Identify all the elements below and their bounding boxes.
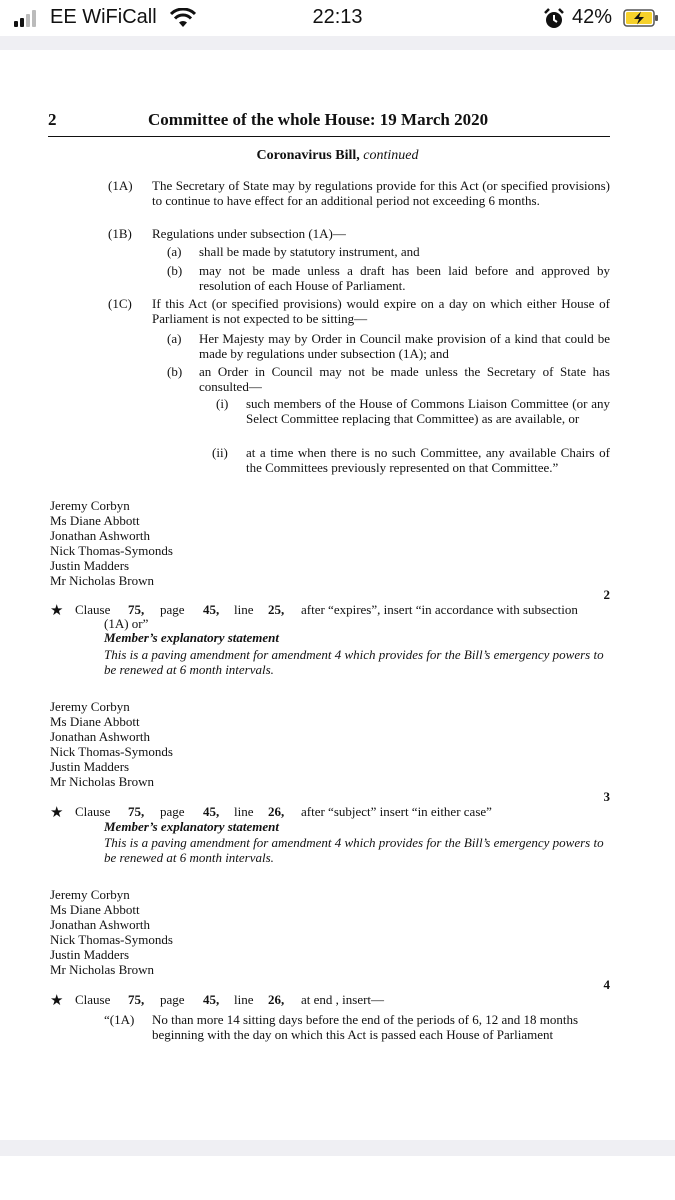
line-ref: 26, <box>268 992 285 1007</box>
amendment-instruction: (1A) or” <box>104 616 149 631</box>
page-word: page <box>160 602 185 617</box>
provision-label: (1B) <box>108 226 132 241</box>
page-header-title: Committee of the whole House: 19 March 2020 <box>148 110 489 129</box>
paragraph-text: an Order in Council may not be made unless the Secretary of State has consulted— <box>199 364 610 394</box>
clock: 22:13 <box>312 6 363 28</box>
amendment-number: 3 <box>603 789 610 804</box>
paragraph-label: (b) <box>167 263 183 278</box>
explanatory-statement: be renewed at 6 month intervals. <box>104 850 274 865</box>
amendment-number: 2 <box>603 587 610 602</box>
carrier-name: EE WiFiCall <box>50 6 157 28</box>
clause-word: Clause <box>75 992 111 1007</box>
star-icon: ★ <box>50 603 64 619</box>
document-page[interactable] <box>0 50 675 1140</box>
clause-number: 75, <box>128 804 145 819</box>
explanatory-heading: Member’s explanatory statement <box>104 819 280 834</box>
page-word: page <box>160 992 185 1007</box>
page-word: page <box>160 804 185 819</box>
line-word: line <box>234 992 254 1007</box>
sponsor-name: Mr Nicholas Brown <box>50 962 154 977</box>
sponsor-name: Ms Diane Abbott <box>50 902 140 917</box>
explanatory-heading: Member’s explanatory statement <box>104 630 280 645</box>
sponsor-name: Jonathan Ashworth <box>50 528 151 543</box>
new-subsection-text: beginning with the day on which this Act is passed each House of Parliament <box>152 1027 554 1042</box>
bill-name: Coronavirus Bill, <box>256 148 360 163</box>
new-subsection-label: “(1A) <box>104 1012 135 1027</box>
clause-number: 75, <box>128 992 145 1007</box>
clause-word: Clause <box>75 804 111 819</box>
line-word: line <box>234 804 254 819</box>
star-icon: ★ <box>50 805 64 821</box>
paragraph-label: (a) <box>167 244 182 259</box>
subparagraph-label: (ii) <box>212 445 228 460</box>
sponsor-list <box>50 498 173 588</box>
line-ref: 26, <box>268 804 285 819</box>
amendment-instruction: after “subject” insert “in either case” <box>301 804 492 819</box>
battery-charging-icon <box>623 9 659 27</box>
sponsor-name: Jonathan Ashworth <box>50 729 151 744</box>
subparagraph-label: (i) <box>216 396 229 411</box>
page-ref: 45, <box>203 992 220 1007</box>
line-word: line <box>234 602 254 617</box>
paragraph-label: (b) <box>167 364 183 379</box>
paragraph-label: (a) <box>167 331 182 346</box>
page-ref: 45, <box>203 804 220 819</box>
line-ref: 25, <box>268 602 285 617</box>
explanatory-statement: This is a paving amendment for amendment 4 which provides for the Bill’s emergency powers to <box>104 835 604 850</box>
sponsor-name: Nick Thomas-Symonds <box>50 744 173 759</box>
provision-text: Regulations under subsection (1A)— <box>152 226 346 241</box>
provision-label: (1C) <box>108 296 132 311</box>
provision-text: If this Act (or specified provisions) would expire on a day on which either House of Parliament is not expected to be sitting— <box>152 296 610 326</box>
new-subsection-text: No than more 14 sitting days before the end of the periods of 6, 12 and 18 months <box>152 1012 579 1027</box>
sponsor-name: Nick Thomas-Symonds <box>50 932 173 947</box>
sponsor-name: Jonathan Ashworth <box>50 917 151 932</box>
sponsor-name: Mr Nicholas Brown <box>50 774 154 789</box>
subparagraph-text: at a time when there is no such Committee, any available Chairs of the Committees previously represented on that Committee.” <box>246 445 610 475</box>
paragraph-text: may not be made unless a draft has been laid before and approved by resolution of each House of Parliament. <box>199 263 610 293</box>
star-icon: ★ <box>50 993 64 1009</box>
clause-number: 75, <box>128 602 145 617</box>
sponsor-name: Justin Madders <box>50 759 130 774</box>
sponsor-list <box>50 887 173 977</box>
sponsor-name: Jeremy Corbyn <box>50 498 130 513</box>
sponsor-name: Justin Madders <box>50 947 130 962</box>
header-rule <box>48 136 610 137</box>
bill-title <box>0 148 675 164</box>
paragraph-text: shall be made by statutory instrument, and <box>199 244 420 259</box>
page-number: 2 <box>48 110 57 129</box>
page-ref: 45, <box>203 602 220 617</box>
sponsor-name: Jeremy Corbyn <box>50 887 130 902</box>
amendment-instruction: at end , insert— <box>301 992 385 1007</box>
bill-continued: continued <box>363 148 419 163</box>
battery-percentage: 42% <box>572 6 613 28</box>
page-gap-bottom <box>0 1140 675 1156</box>
sponsor-name: Ms Diane Abbott <box>50 714 140 729</box>
paragraph-text: Her Majesty may by Order in Council make provision of a kind that could be made by regulations under subsection (1A); and <box>199 331 610 361</box>
clause-word: Clause <box>75 602 111 617</box>
page-gap-top <box>0 36 675 50</box>
provision-label: (1A) <box>108 178 133 193</box>
status-bar <box>0 0 675 36</box>
amendment-number: 4 <box>603 977 610 992</box>
explanatory-statement: This is a paving amendment for amendment 4 which provides for the Bill’s emergency powers to <box>104 647 604 662</box>
sponsor-name: Ms Diane Abbott <box>50 513 140 528</box>
sponsor-name: Jeremy Corbyn <box>50 699 130 714</box>
explanatory-statement: be renewed at 6 month intervals. <box>104 662 274 677</box>
alarm-icon <box>543 8 565 30</box>
sponsor-name: Mr Nicholas Brown <box>50 573 154 588</box>
sponsor-list <box>50 699 173 789</box>
sponsor-name: Nick Thomas-Symonds <box>50 543 173 558</box>
provision-text: The Secretary of State may by regulations provide for this Act (or specified provisions) to continue to have effect for an additional period not exceeding 6 months. <box>152 178 610 208</box>
amendment-instruction: after “expires”, insert “in accordance with subsection <box>301 602 578 617</box>
subparagraph-text: such members of the House of Commons Liaison Committee (or any Select Committee replacing that Committee) as are available, or <box>246 396 610 426</box>
sponsor-name: Justin Madders <box>50 558 130 573</box>
